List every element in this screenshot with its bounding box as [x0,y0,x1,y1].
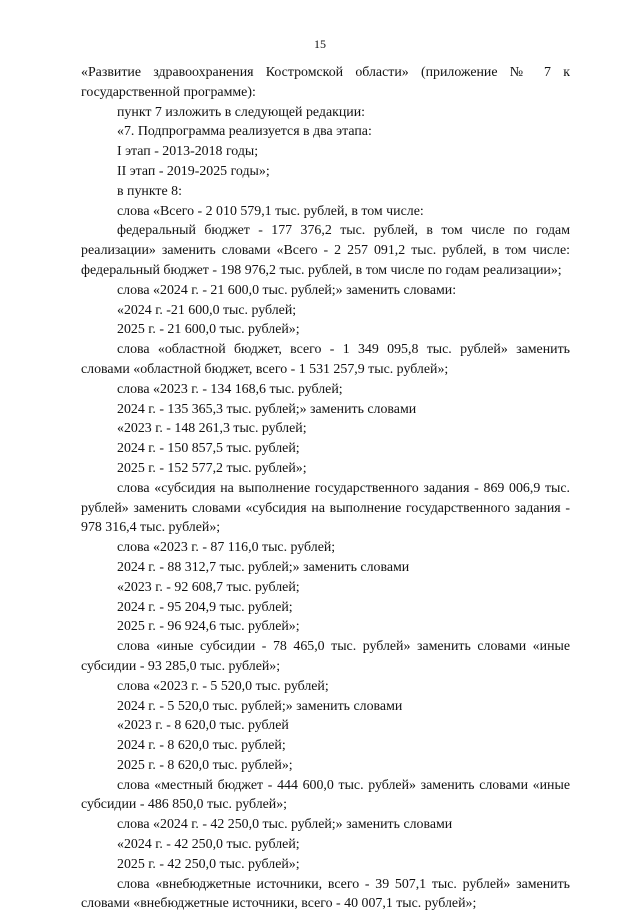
paragraph: 2024 г. - 88 312,7 тыс. рублей;» заменить словами [117,559,410,575]
paragraph: слова «Всего - 2 010 579,1 тыс. рублей, в том числе: [117,203,424,219]
paragraph: 2025 г. - 8 620,0 тыс. рублей»; [117,757,293,773]
paragraph: федеральный бюджет - 177 376,2 тыс. рублей, в том числе по годам реализации» заменить словами «Всего - 2 257 091,2 тыс. рублей, в том числе: федеральный бюджет - 198 976,2 тыс. рублей, в том числе по годам реализации»; [81,223,570,278]
paragraph: слова «2024 г. - 42 250,0 тыс. рублей;» заменить словами [117,817,453,833]
paragraph: слова «субсидия на выполнение государственного задания - 869 006,9 тыс. рублей» заменить словами «субсидия на выполнение государственного задания - 978 316,4 тыс. рублей»; [81,480,570,536]
paragraph: I этап - 2013-2018 годы; [117,144,259,160]
paragraph: 2025 г. - 152 577,2 тыс. рублей»; [117,460,307,476]
paragraph: слова «2023 г. - 5 520,0 тыс. рублей; [117,678,329,694]
paragraph: «2023 г. - 148 261,3 тыс. рублей; [117,421,307,437]
document-body [81,63,570,914]
paragraph: «Развитие здравоохранения Костромской области» (приложение № 7 к государственной программе): [81,65,570,100]
paragraph: 2024 г. - 135 365,3 тыс. рублей;» заменить словами [117,401,417,417]
paragraph: «7. Подпрограмма реализуется в два этапа: [117,124,372,140]
paragraph: «2023 г. - 92 608,7 тыс. рублей; [117,579,300,595]
paragraph: II этап - 2019-2025 годы»; [117,163,270,179]
paragraph: слова «2024 г. - 21 600,0 тыс. рублей;» заменить словами: [117,282,457,298]
paragraph: пункт 7 изложить в следующей редакции: [117,104,366,120]
paragraph: 2025 г. - 21 600,0 тыс. рублей»; [117,322,300,338]
paragraph: слова «внебюджетные источники, всего - 39 507,1 тыс. рублей» заменить словами «внебюджетные источники, всего - 40 007,1 тыс. рублей»; [81,876,570,912]
paragraph: в пункте 8: [117,183,182,199]
paragraph: слова «областной бюджет, всего - 1 349 095,8 тыс. рублей» заменить словами «областной бюджет, всего - 1 531 257,9 тыс. рублей»; [81,342,570,377]
paragraph: слова «местный бюджет - 444 600,0 тыс. рублей» заменить словами «иные субсидии - 486 850,0 тыс. рублей»; [81,777,570,813]
paragraph: слова «2023 г. - 134 168,6 тыс. рублей; [117,381,343,397]
paragraph: слова «2023 г. - 87 116,0 тыс. рублей; [117,540,336,556]
paragraph: 2024 г. - 5 520,0 тыс. рублей;» заменить словами [117,698,403,714]
paragraph: «2023 г. - 8 620,0 тыс. рублей [117,718,289,734]
page-number: 15 [314,37,326,51]
paragraph: «2024 г. -21 600,0 тыс. рублей; [117,302,297,318]
paragraph: 2024 г. - 150 857,5 тыс. рублей; [117,441,300,457]
paragraph: 2025 г. - 42 250,0 тыс. рублей»; [117,856,300,872]
paragraph: слова «иные субсидии - 78 465,0 тыс. рублей» заменить словами «иные субсидии - 93 285,0 тыс. рублей»; [81,639,570,674]
paragraph: 2025 г. - 96 924,6 тыс. рублей»; [117,619,300,635]
paragraph: 2024 г. - 8 620,0 тыс. рублей; [117,738,286,754]
paragraph: 2024 г. - 95 204,9 тыс. рублей; [117,599,293,615]
paragraph: «2024 г. - 42 250,0 тыс. рублей; [117,837,300,853]
